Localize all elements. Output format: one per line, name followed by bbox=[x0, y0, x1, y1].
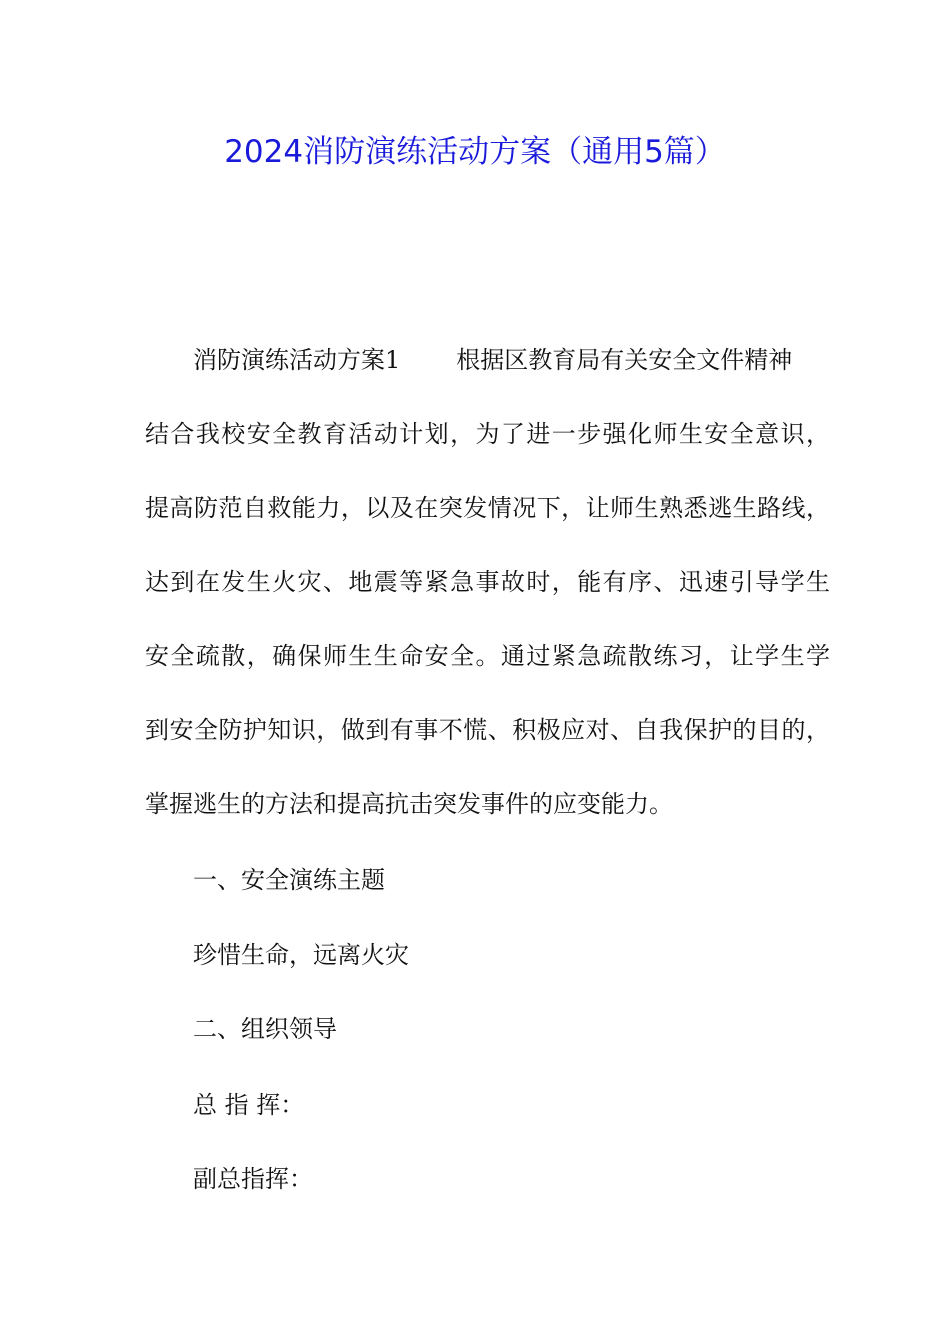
paragraph-line: 到安全防护知识，做到有事不慌、积极应对、自我保护的目的， bbox=[145, 716, 830, 744]
theme-text: 珍惜生命，远离火灾 bbox=[193, 941, 409, 969]
paragraph-line-last: 掌握逃生的方法和提高抗击突发事件的应变能力。 bbox=[145, 790, 673, 818]
paragraph-text: 根据区教育局有关安全文件精神 bbox=[456, 346, 793, 374]
paragraph-line: 提高防范自救能力，以及在突发情况下，让师生熟悉逃生路线， bbox=[145, 494, 830, 522]
paragraph-first-line bbox=[193, 344, 792, 376]
paragraph-line: 达到在发生火灾、地震等紧急事故时，能有序、迅速引导学生 bbox=[145, 568, 830, 596]
section-heading-organization: 二、组织领导 bbox=[193, 1015, 337, 1043]
document-title: 2024消防演练活动方案（通用5篇） bbox=[224, 134, 726, 170]
commander-label: 总 指 挥： bbox=[193, 1091, 305, 1119]
paragraph-line: 结合我校安全教育活动计划，为了进一步强化师生安全意识， bbox=[145, 420, 830, 448]
deputy-commander-label: 副总指挥： bbox=[193, 1165, 313, 1193]
plan-subtitle: 消防演练活动方案1 bbox=[193, 346, 401, 374]
section-heading-theme: 一、安全演练主题 bbox=[193, 866, 385, 894]
paragraph-line: 安全疏散，确保师生生命安全。通过紧急疏散练习，让学生学 bbox=[145, 642, 830, 670]
